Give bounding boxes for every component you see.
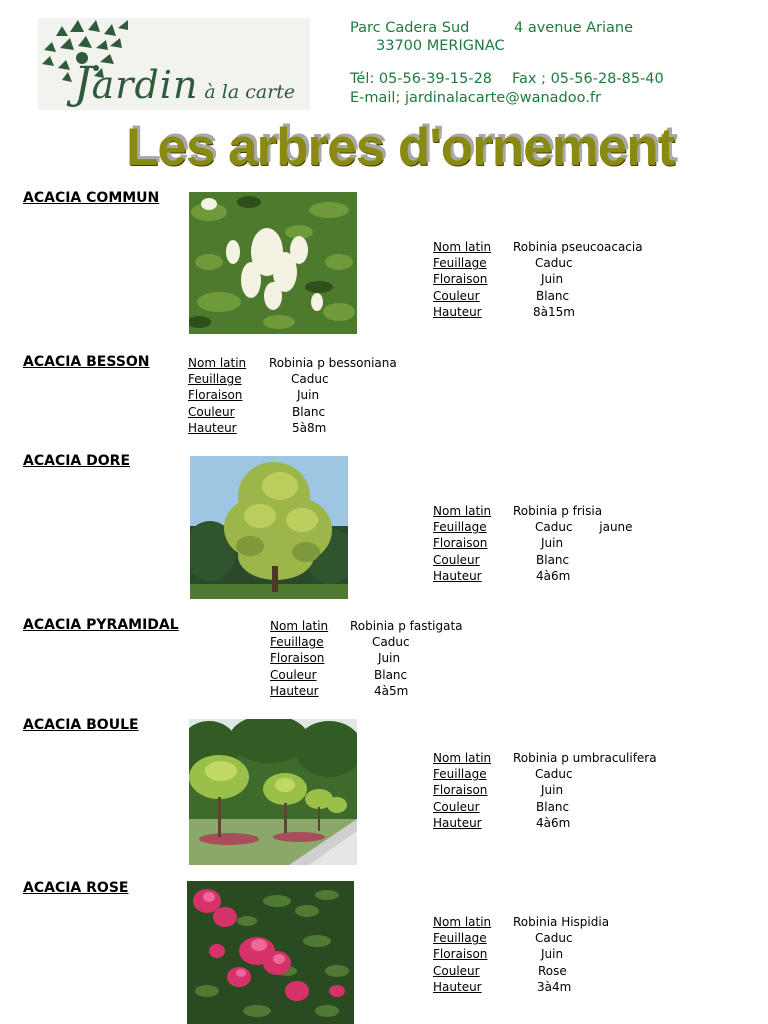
height-label: Hauteur — [433, 979, 482, 994]
color-label: Couleur — [433, 552, 480, 567]
height-label: Hauteur — [270, 683, 319, 698]
city-address: 33700 MERIGNAC — [376, 38, 505, 54]
latin-name-value: Robinia Hispidia — [513, 915, 610, 929]
foliage-value: Caduc — [535, 931, 573, 946]
foliage-label: Feuillage — [188, 372, 242, 387]
flowering-value: Juin — [541, 272, 564, 287]
jardin-a-la-carte-logo — [38, 18, 310, 110]
logo-wordmark: Jardin à la carte — [74, 58, 296, 109]
height-value: 8à15m — [533, 304, 575, 319]
height-label: Hauteur — [433, 568, 482, 583]
latin-name-label: Nom latin — [270, 619, 329, 633]
foliage-label: Feuillage — [433, 767, 487, 782]
foliage-value: Caduc — [535, 767, 573, 782]
color-label: Couleur — [433, 288, 480, 303]
page-title: Les arbres d'ornement — [126, 118, 675, 177]
color-value: Blanc — [536, 288, 570, 303]
height-value: 5à8m — [292, 420, 327, 435]
flowering-value: Juin — [378, 651, 401, 666]
latin-name-label: Nom latin — [433, 751, 492, 765]
height-label: Hauteur — [188, 420, 237, 435]
latin-name-value: Robinia p frisia — [513, 504, 603, 518]
color-value: Blanc — [536, 552, 570, 567]
tree-name: ACACIA COMMUN — [23, 190, 160, 206]
color-label: Couleur — [433, 799, 480, 814]
color-value: Blanc — [374, 667, 408, 682]
flowering-label: Floraison — [270, 651, 325, 666]
phone-number: Tél: 05-56-39-15-28 — [350, 71, 493, 87]
latin-name-value: Robinia p umbraculifera — [513, 751, 657, 765]
latin-name-value: Robinia pseucoacacia — [513, 240, 643, 254]
color-value: Rose — [538, 963, 567, 978]
color-label: Couleur — [270, 667, 317, 682]
height-value: 3à4m — [537, 979, 572, 994]
fax-number: Fax ; 05-56-28-85-40 — [512, 71, 664, 87]
flowering-value: Juin — [541, 783, 564, 798]
foliage-label: Feuillage — [270, 635, 324, 650]
foliage-value: Caduc jaune — [535, 520, 633, 535]
height-label: Hauteur — [433, 815, 482, 830]
flowering-value: Juin — [541, 536, 564, 551]
flowering-label: Floraison — [433, 272, 488, 287]
flowering-label: Floraison — [433, 783, 488, 798]
latin-name-label: Nom latin — [433, 504, 492, 518]
pink-flowers-photo — [187, 881, 354, 1024]
tree-name: ACACIA ROSE — [23, 880, 129, 896]
ball-trees-garden-photo — [189, 719, 357, 865]
flowering-label: Floraison — [433, 536, 488, 551]
height-value: 4à6m — [536, 568, 571, 583]
white-flower-cluster-photo — [189, 192, 357, 334]
color-value: Blanc — [536, 799, 570, 814]
flowering-label: Floraison — [433, 947, 488, 962]
latin-name-value: Robinia p bessoniana — [269, 356, 397, 370]
tree-name: ACACIA PYRAMIDAL — [23, 617, 179, 633]
flowering-value: Juin — [541, 947, 564, 962]
latin-name-label: Nom latin — [433, 240, 492, 254]
height-label: Hauteur — [433, 304, 482, 319]
tree-name: ACACIA BESSON — [23, 354, 150, 370]
address-line: Parc Cadera Sud — [350, 20, 470, 36]
foliage-label: Feuillage — [433, 256, 487, 271]
latin-name-value: Robinia p fastigata — [350, 619, 463, 633]
flowering-value: Juin — [297, 388, 320, 403]
latin-name-label: Nom latin — [188, 356, 247, 370]
height-value: 4à6m — [536, 815, 571, 830]
golden-tree-photo — [190, 456, 348, 599]
color-label: Couleur — [433, 963, 480, 978]
foliage-value: Caduc — [291, 372, 329, 387]
foliage-value: Caduc — [535, 256, 573, 271]
email-address: E-mail; jardinalacarte@wanadoo.fr — [350, 90, 601, 106]
latin-name-label: Nom latin — [433, 915, 492, 929]
flowering-label: Floraison — [188, 388, 243, 403]
color-label: Couleur — [188, 404, 235, 419]
tree-name: ACACIA DORE — [23, 453, 131, 469]
street-address: 4 avenue Ariane — [514, 20, 634, 36]
height-value: 4à5m — [374, 683, 409, 698]
color-value: Blanc — [292, 404, 326, 419]
foliage-value: Caduc — [372, 635, 410, 650]
foliage-label: Feuillage — [433, 520, 487, 535]
tree-name: ACACIA BOULE — [23, 717, 139, 733]
foliage-label: Feuillage — [433, 931, 487, 946]
